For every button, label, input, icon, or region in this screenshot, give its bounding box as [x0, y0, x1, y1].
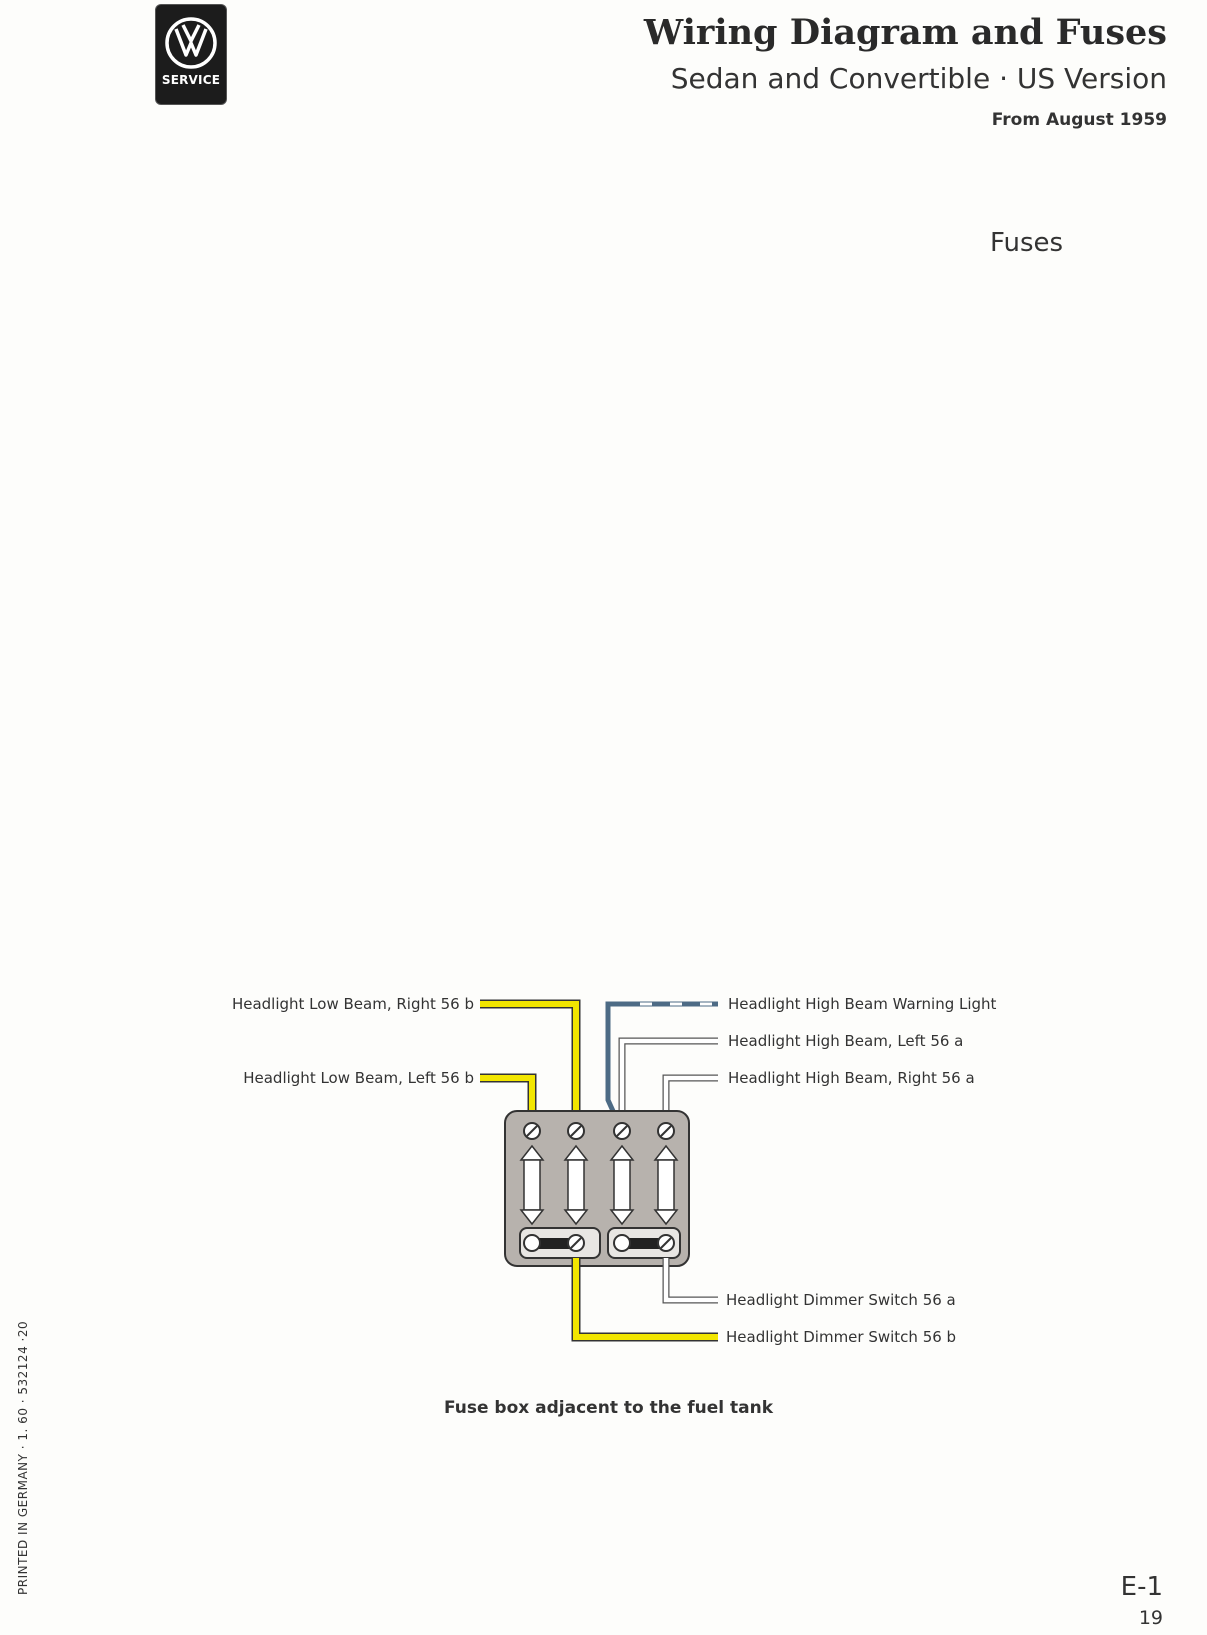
label-dimmer-56a: Headlight Dimmer Switch 56 a [726, 1291, 956, 1309]
fuse-box [505, 1111, 689, 1266]
label-low-beam-left: Headlight Low Beam, Left 56 b [243, 1069, 474, 1087]
label-low-beam-right: Headlight Low Beam, Right 56 b [231, 995, 474, 1013]
print-info: PRINTED IN GERMANY · 1. 60 · 532124 ·20 [16, 1320, 30, 1595]
diagram-caption: Fuse box adjacent to the fuel tank [444, 1398, 774, 1418]
page-subtitle: Sedan and Convertible · US Version [670, 62, 1167, 95]
logo-service-text: SERVICE [161, 73, 221, 87]
terminal-block-left [520, 1228, 600, 1258]
label-high-beam-left: Headlight High Beam, Left 56 a [728, 1032, 964, 1050]
page-code: E-1 [1120, 1572, 1163, 1602]
terminal-block-right [608, 1228, 680, 1258]
page-title: Wiring Diagram and Fuses [643, 12, 1167, 53]
label-high-beam-warning: Headlight High Beam Warning Light [728, 995, 997, 1013]
section-title: Fuses [990, 228, 1064, 258]
label-high-beam-right: Headlight High Beam, Right 56 a [728, 1069, 975, 1087]
page-number: 19 [1138, 1607, 1163, 1629]
effective-date: From August 1959 [991, 110, 1167, 130]
label-dimmer-56b: Headlight Dimmer Switch 56 b [726, 1328, 957, 1346]
